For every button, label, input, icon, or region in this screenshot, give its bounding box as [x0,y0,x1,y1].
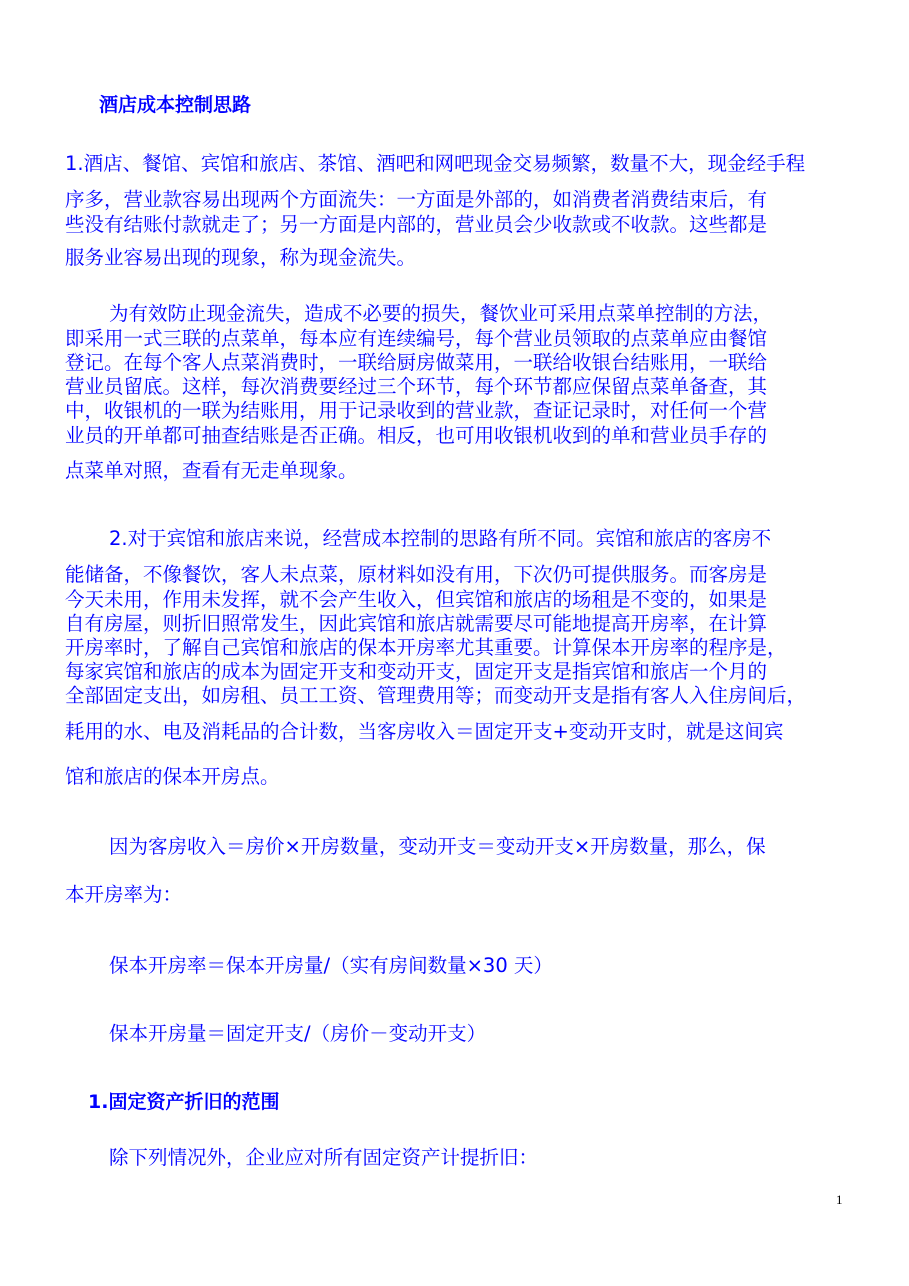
paragraph-1-line-3: 些没有结账付款就走了；另一方面是内部的，营业员会少收款或不收款。这些都是 [65,213,768,236]
page-number: 1 [836,1192,843,1207]
paragraph-3-line-6: 每家宾馆和旅店的成本为固定开支和变动开支，固定开支是指宾馆和旅店一个月的 [65,660,768,683]
paragraph-2-line-3: 登记。在每个客人点菜消费时，一联给厨房做菜用，一联给收银台结账用，一联给 [65,351,768,374]
paragraph-1-line-2: 序多，营业款容易出现两个方面流失：一方面是外部的，如消费者消费结束后，有 [65,188,768,211]
paragraph-4-line-1: 因为客房收入＝房价×开房数量，变动开支＝变动开支×开房数量，那么，保 [109,835,766,858]
paragraph-2-line-5: 中，收银机的一联为结账用，用于记录收到的营业款，查证记录时，对任何一个营 [65,399,768,422]
formula-break-even-volume: 保本开房量＝固定开支/（房价－变动开支） [109,1022,487,1045]
paragraph-2-line-7: 点菜单对照，查看有无走单现象。 [65,459,358,482]
paragraph-1-line-1: 1.酒店、餐馆、宾馆和旅店、茶馆、酒吧和网吧现金交易频繁，数量不大，现金经手程 [65,152,806,175]
paragraph-3-line-7: 全部固定支出，如房租、员工工资、管理费用等；而变动开支是指有客人入住房间后， [65,684,807,707]
paragraph-3-line-2: 能储备，不像餐饮，客人未点菜，原材料如没有用，下次仍可提供服务。而客房是 [65,563,768,586]
paragraph-3-line-4: 自有房屋，则折旧照常发生，因此宾馆和旅店就需要尽可能地提高开房率，在计算 [65,612,768,635]
paragraph-3-line-5: 开房率时，了解自己宾馆和旅店的保本开房率尤其重要。计算保本开房率的程序是， [65,636,787,659]
formula-break-even-rate: 保本开房率＝保本开房量/（实有房间数量×30 天） [109,954,553,977]
paragraph-2-line-2: 即采用一式三联的点菜单，每本应有连续编号，每个营业员领取的点菜单应由餐馆 [65,327,768,350]
paragraph-3-line-8: 耗用的水、电及消耗品的合计数，当客房收入＝固定开支+变动开支时，就是这间宾 [65,720,784,743]
paragraph-4-line-2: 本开房率为： [65,883,183,906]
section-heading: 1.固定资产折旧的范围 [88,1091,280,1113]
section-intro-line: 除下列情况外，企业应对所有固定资产计提折旧： [109,1146,539,1169]
paragraph-2-line-6: 业员的开单都可抽查结账是否正确。相反，也可用收银机收到的单和营业员手存的 [65,424,768,447]
document-title: 酒店成本控制思路 [99,94,252,116]
paragraph-2-line-1: 为有效防止现金流失，造成不必要的损失，餐饮业可采用点菜单控制的方法， [109,302,773,325]
paragraph-1-line-4: 服务业容易出现的现象，称为现金流失。 [65,246,417,269]
paragraph-3-line-1: 2.对于宾馆和旅店来说，经营成本控制的思路有所不同。宾馆和旅店的客房不 [109,527,772,550]
paragraph-2-line-4: 营业员留底。这样，每次消费要经过三个环节，每个环节都应保留点菜单备查，其 [65,375,768,398]
paragraph-3-line-3: 今天未用，作用未发挥，就不会产生收入，但宾馆和旅店的场租是不变的，如果是 [65,588,768,611]
paragraph-3-line-9: 馆和旅店的保本开房点。 [65,765,280,788]
